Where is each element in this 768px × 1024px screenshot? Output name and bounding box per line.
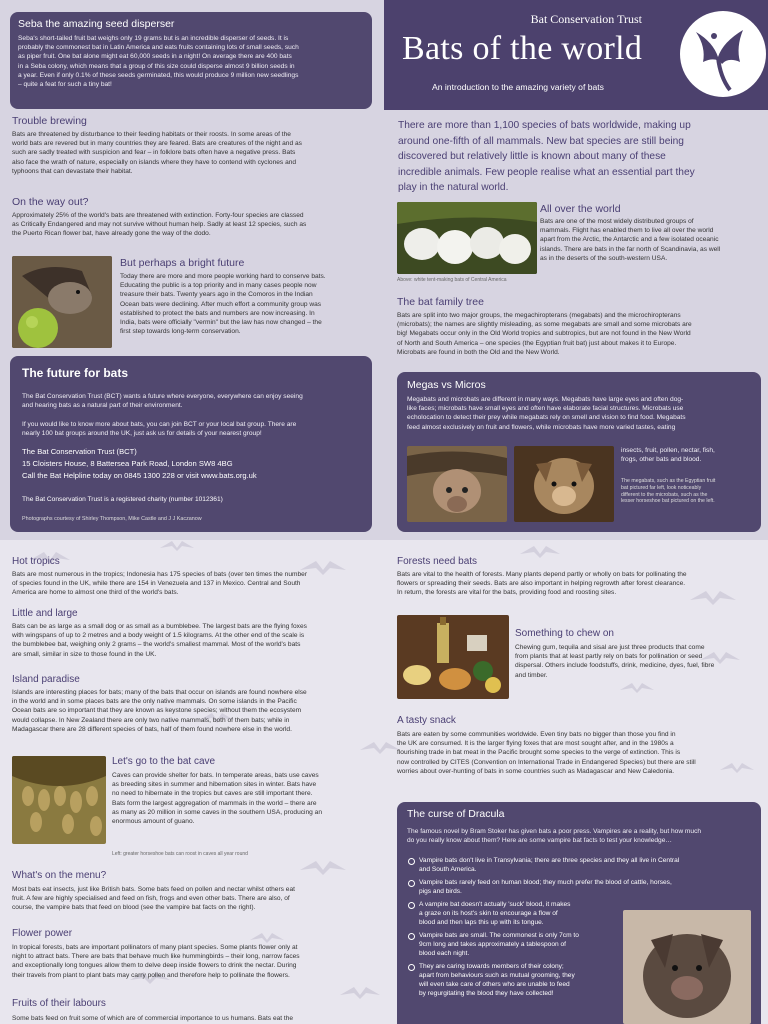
flower-line: night to attract bats. There are bats that behave much like hummingbirds – their long, narrow faces xyxy=(12,953,300,961)
seba-line: as piper fruit. One bat alone might eat 60,000 seeds in a night! On average there are 400 bats xyxy=(18,53,292,61)
family-line: big! Megabats occur only in the Old World tropics and subtropics, but are not found in the New World xyxy=(397,330,691,338)
bright-line: India, bats were officially "vermin" but the law has now changed – the xyxy=(120,319,322,327)
snack-text xyxy=(397,730,763,776)
snack-line: the UK are consumed. It is the larger flying foxes that are most sought after, and in the 1980s a xyxy=(397,740,674,748)
fact-line: blood and then laps this up with its tongue. xyxy=(419,919,544,926)
fruits-line: Some bats feed on fruit some of which are of commercial importance to us humans. Bats eat the xyxy=(12,1015,294,1022)
seba-line: a year. Even if only 0.1% of these seeds germinated, this would produce 9 million new seedlings xyxy=(18,71,299,79)
seba-line: probably the commonest bat in Latin America and eats fruits containing lots of small seeds, such xyxy=(18,44,299,52)
little-title: Little and large xyxy=(12,608,78,619)
fact-line: and South America. xyxy=(419,866,477,873)
forests-title: Forests need bats xyxy=(397,556,478,567)
page-subtitle: An introduction to the amazing variety of bats xyxy=(432,82,604,92)
intro-line: around one-fifth of all mammals. New bat species are still being xyxy=(398,135,684,147)
fact-line: by regurgitating the blood they have collected! xyxy=(419,990,554,997)
cave-caption: Left: greater horseshoe bats can roost in caves all year round xyxy=(112,851,248,857)
flower-title: Flower power xyxy=(12,928,73,939)
flower-line: their travels from plant to plant bats may carry pollen and therefore help to pollinate the flowers. xyxy=(12,971,290,979)
bat-cave-photo xyxy=(12,756,106,844)
contact-line: Call the Bat Helpline today on 0845 1300 228 or visit www.bats.org.uk xyxy=(22,471,257,480)
family-line: (microbats); the names are slightly misleading, as some megabats are small and some microbats are xyxy=(397,321,692,329)
megas-side-line: frogs, other bats and blood. xyxy=(621,456,702,464)
flower-line: In tropical forests, bats are important pollinators of many plant species. Some plants flower only at xyxy=(12,944,298,951)
cave-text xyxy=(112,771,374,826)
allover-title: All over the world xyxy=(540,203,621,215)
page-title: Bats of the world xyxy=(402,30,643,67)
bright-text xyxy=(120,272,376,336)
megas-title: Megas vs Micros xyxy=(407,379,486,391)
snack-title: A tasty snack xyxy=(397,715,456,726)
future-line: and hearing bats as a natural part of their environment. xyxy=(22,402,183,410)
fruit-bat-photo xyxy=(12,256,112,348)
intro-line: There are more than 1,100 species of bats worldwide, making up xyxy=(398,120,691,131)
megas-caption-line: different to the microbats, such as the xyxy=(621,491,708,498)
chew-line: and timber. xyxy=(515,671,548,679)
wayout-line: the Puerto Rican flower bat, have already gone the way of the dodo. xyxy=(12,230,211,238)
future-line: The Bat Conservation Trust (BCT) wants a future where everyone, everywhere can enjoy seeing xyxy=(22,393,303,400)
little-line: the bumblebee bat, weighing only 2 grams – the world's smallest mammal. Most of the world's bats xyxy=(12,641,301,649)
dracula-intro-line: The famous novel by Bram Stoker has given bats a poor press. Vampires are a reality, but how much xyxy=(407,828,702,835)
future-contact xyxy=(22,446,366,482)
trouble-line: also face the wrath of nature, especially on islands where they have to contend with cyclones and xyxy=(12,158,297,166)
megas-box xyxy=(397,372,761,532)
seba-title: Seba the amazing seed disperser xyxy=(18,18,175,30)
flower-line: and exceptionally long tongues allow them to delve deep inside flowers to drink the nectar. During xyxy=(12,962,297,970)
cave-line: as many as 20 million in some caves in the southern USA, producing an xyxy=(112,808,323,816)
menu-line: Most bats eat insects, just like British bats. Some bats feed on pollen and nectar whilst others eat xyxy=(12,886,295,893)
allover-line: mammals. Flight has enabled them to live all over the world xyxy=(540,227,714,235)
charity-note: The Bat Conservation Trust is a registered charity (number 1012361) xyxy=(22,496,223,503)
chew-line: Chewing gum, tequila and sisal are just three products that come xyxy=(515,644,705,651)
dracula-intro-line: do you really know about them? Here are some vampire bat facts to test your knowledge… xyxy=(407,837,672,845)
fact-line: A vampire bat doesn't actually 'suck' blood, it makes xyxy=(419,901,571,908)
bright-line: treasure their bats. Twenty years ago in the Comoros in the Indian xyxy=(120,291,313,299)
menu-title: What's on the menu? xyxy=(12,870,107,881)
bright-line: Ocean bats were declining. After much effort a community group was xyxy=(120,300,322,308)
allover-line: Bats are one of the most widely distributed groups of xyxy=(540,218,694,225)
tropics-line: Bats are most numerous in the tropics; Indonesia has 175 species of bats (over ten times the number xyxy=(12,571,308,578)
trouble-title: Trouble brewing xyxy=(12,115,87,127)
fact-line: a graze on its host's skin to encourage a flow of xyxy=(419,910,558,917)
bright-line: Educating the public is a top priority and in many cases people now xyxy=(120,282,317,290)
chew-text xyxy=(515,643,763,680)
trouble-text xyxy=(12,130,374,176)
family-line: of North and South America – one species (the Egyptian fruit bat) just about makes it to Europe. xyxy=(397,339,677,347)
megas-caption-line: The megabats, such as the Egyptian fruit xyxy=(621,478,716,484)
egyptian-fruit-bat-photo xyxy=(407,446,507,522)
cave-line: as breeding sites in summer and hibernation sites in winter. Bats have xyxy=(112,781,317,789)
seba-text xyxy=(18,34,368,89)
megas-line: Megabats and microbats are different in many ways. Megabats have large eyes and often dog- xyxy=(407,396,684,403)
tropics-title: Hot tropics xyxy=(12,556,60,567)
forests-line: flowers or spreading their seeds. Bats are also important in helping regrowth after forest clearance. xyxy=(397,580,686,588)
future-line: nearly 100 bat groups around the UK, just ask us for details of your nearest group! xyxy=(22,430,262,438)
flower-text xyxy=(12,943,374,980)
island-line: in the world and in some places bats are the only native mammals. On some islands in the Pacific xyxy=(12,698,297,706)
trouble-line: typhoons that can devastate their habitat. xyxy=(12,167,133,175)
chew-title: Something to chew on xyxy=(515,628,614,639)
contact-line: The Bat Conservation Trust (BCT) xyxy=(22,447,137,456)
trouble-line: world bats are revered but in many countries they are feared. Bats are creatures of the night and as xyxy=(12,140,302,148)
megas-caption-line: bat pictured far left, look noticeably xyxy=(621,484,702,491)
vampire-fact xyxy=(407,856,755,874)
fact-line: They are caring towards members of their colony; xyxy=(419,963,564,970)
cave-line: no need to hibernate in the tropics but caves are still important there. xyxy=(112,790,313,798)
little-text xyxy=(12,622,374,659)
little-line: are small, similar in size to those found in the UK. xyxy=(12,650,157,658)
island-title: Island paradise xyxy=(12,674,80,685)
forests-text xyxy=(397,570,763,598)
chew-line: dispersal. Others include foodstuffs, drink, medicine, dyes, fuel, fibre xyxy=(515,662,715,670)
future-title: The future for bats xyxy=(22,366,129,380)
family-line: Microbats are found in both the Old and the New World. xyxy=(397,348,560,356)
cave-line: Bats form the largest aggregation of mammals in the world – there are xyxy=(112,799,317,807)
bottom-panel xyxy=(0,540,768,1024)
dracula-title: The curse of Dracula xyxy=(407,808,505,820)
megas-line: echolocation to detect their prey while megabats rely on smell and vision to find food. Megabats xyxy=(407,414,686,422)
family-title: The bat family tree xyxy=(397,296,484,308)
snack-line: flourishing trade in bat meat in the Pacific brought some species to the verge of extinction. This is xyxy=(397,749,681,757)
island-line: Islands are interesting places for bats; many of the bats that occur on islands are found nowhere else xyxy=(12,689,307,696)
allover-line: apart from the Arctic, the Antarctic and a few isolated oceanic xyxy=(540,236,719,244)
island-line: Madagascar there are 28 different species of bats, half of them found nowhere else in the world. xyxy=(12,725,292,733)
wayout-title: On the way out? xyxy=(12,196,89,208)
seba-line: – quite a feat for such a tiny bat! xyxy=(18,81,112,89)
bright-line: first step towards long-term conservation. xyxy=(120,328,241,336)
trouble-line: such are sadly treated with suspicion and fear – in folklore bats often have a negative press. Bats xyxy=(12,149,296,157)
tropics-text xyxy=(12,570,374,598)
intro-line: discovered but relatively little is known about many of these xyxy=(398,151,666,162)
bright-line: Today there are more and more people working hard to conserve bats. xyxy=(120,273,326,280)
dracula-intro xyxy=(407,827,755,845)
fact-line: pigs and birds. xyxy=(419,888,462,895)
future-box xyxy=(10,356,372,532)
island-text xyxy=(12,688,374,734)
fact-line: blood each night. xyxy=(419,950,470,957)
bright-title: But perhaps a bright future xyxy=(120,257,245,269)
little-line: with wingspans of up to 2 metres and a body weight of 1.5 kilograms. At the other end of the scale is xyxy=(12,632,305,640)
vampire-bat-photo xyxy=(623,910,751,1024)
family-text xyxy=(397,311,763,357)
fruits-text xyxy=(12,1014,374,1023)
intro-line: play in the natural world. xyxy=(398,182,509,193)
org-name: Bat Conservation Trust xyxy=(530,12,642,26)
future-line: If you would like to know more about bats, you can join BCT or your local bat group. There are xyxy=(22,421,297,428)
island-line: Ocean bats are so important that they are known as keystone species; without them the ecosystem xyxy=(12,707,302,715)
tropics-line: of species found in the UK, while there are 154 in Venezuela and 137 in Mexico. Central and South xyxy=(12,580,301,588)
little-line: Bats can be as large as a small dog or as small as a bumblebee. The largest bats are the flying foxes xyxy=(12,623,307,630)
trouble-line: Bats are threatened by disturbance to their feeding habitats or their roosts. In some areas of the xyxy=(12,131,291,138)
header-banner xyxy=(384,0,768,110)
allover-line: islands. There are bats in the far north of Scandinavia, as well xyxy=(540,245,721,253)
chew-line: from plants that at least partly rely on bats for pollination or seed xyxy=(515,653,703,661)
intro-line: incredible animals. Few people realise what an essential part they xyxy=(398,166,695,178)
vampire-fact xyxy=(407,931,617,958)
photo-credit: Photographs courtesy of Shirley Thompson, Mike Castle and J J Kaczanow xyxy=(22,516,202,522)
lesser-horseshoe-bat-photo xyxy=(514,446,614,522)
megas-side-text xyxy=(621,446,757,464)
wayout-line: as Critically Endangered and may not survive without human help. Sadly at least 12 species, such as xyxy=(12,221,307,229)
allover-line: as in the deserts of the south-western USA. xyxy=(540,254,668,262)
seba-line: Seba's short-tailed fruit bat weighs only 19 grams but is an incredible disperser of seeds. It is xyxy=(18,35,289,42)
intro-text xyxy=(398,118,758,196)
menu-line: fruit. A few are highly specialised and feed on fish, frogs and even other bats. There are also, of xyxy=(12,895,290,903)
vampire-fact xyxy=(407,962,621,998)
forests-line: In return, the forests are vital for the bats, providing food and roosting sites. xyxy=(397,589,617,597)
cave-line: Caves can provide shelter for bats. In temperate areas, bats use caves xyxy=(112,772,319,779)
bat-logo-icon xyxy=(668,2,768,102)
fact-line: apart from behaviours such as mutual grooming, they xyxy=(419,972,575,979)
future-p2 xyxy=(22,420,366,438)
forests-line: Bats are vital to the health of forests. Many plants depend partly or wholly on bats for pollinating the xyxy=(397,571,687,578)
bat-products-photo xyxy=(397,615,509,699)
megas-caption-line: lesser horseshoe bat pictured on the left. xyxy=(621,498,715,505)
fact-line: 9cm long and takes approximately a tablespoon of xyxy=(419,941,566,948)
seba-line: in a Seba colony, which means that a group of this size could disperse almost 9 billion seeds in xyxy=(18,62,295,70)
cave-line: enormous amount of guano. xyxy=(112,818,195,826)
cave-title: Let's go to the bat cave xyxy=(112,756,216,767)
snack-line: worries about over-hunting of bats in some countries such as Madagascar and New Caledonia. xyxy=(397,767,675,775)
contact-line: 15 Cloisters House, 8 Battersea Park Road, London SW8 4BG xyxy=(22,459,233,468)
fact-line: will even take care of others who are unable to feed xyxy=(419,981,570,988)
tent-bats-photo xyxy=(397,202,537,274)
wayout-line: Approximately 25% of the world's bats are threatened with extinction. Forty-four species are classed xyxy=(12,212,304,219)
vampire-fact xyxy=(407,878,755,896)
tent-bats-caption: Above: white tent-making bats of Central America xyxy=(397,277,507,283)
fact-line: Vampire bats don't live in Transylvania; there are three species and they all live in Central xyxy=(419,857,680,864)
family-line: Bats are split into two major groups, the megachiropterans (megabats) and the microchiropterans xyxy=(397,312,681,319)
fruits-title: Fruits of their labours xyxy=(12,998,106,1009)
island-line: would collapse. In New Zealand there are only two native mammals, both of them bats; while in xyxy=(12,716,290,724)
future-p1 xyxy=(22,392,366,410)
menu-text xyxy=(12,885,374,913)
wayout-text xyxy=(12,211,374,239)
megas-text xyxy=(407,395,755,432)
vampire-fact xyxy=(407,900,617,927)
seba-box xyxy=(10,12,372,109)
menu-line: course, the vampire bats that feed on blood (see the vampire bat facts on the right). xyxy=(12,904,256,912)
bright-line: established to protect the bats and numbers are now increasing. In xyxy=(120,309,315,317)
megas-line: like faces; microbats have small eyes and often have elaborate facial structures. Microbats use xyxy=(407,405,684,413)
snack-line: now controlled by CITES (Convention on International Trade in Endangered Species) but there are still xyxy=(397,758,696,766)
snack-line: Bats are eaten by some communities worldwide. Even tiny bats no bigger than those you find in xyxy=(397,731,676,738)
megas-line: feed almost exclusively on fruit and flowers, while microbats have more varied tastes, eating xyxy=(407,423,676,431)
megas-caption xyxy=(621,478,757,505)
allover-text xyxy=(540,217,762,263)
fact-line: Vampire bats are small. The commonest is only 7cm to xyxy=(419,932,579,939)
dracula-box xyxy=(397,802,761,1024)
fact-line: Vampire bats rarely feed on human blood; they much prefer the blood of cattle, horses, xyxy=(419,879,672,886)
megas-side-line: insects, fruit, pollen, nectar, fish, xyxy=(621,447,715,454)
tropics-line: America are home to almost one third of the world's bats. xyxy=(12,589,179,597)
